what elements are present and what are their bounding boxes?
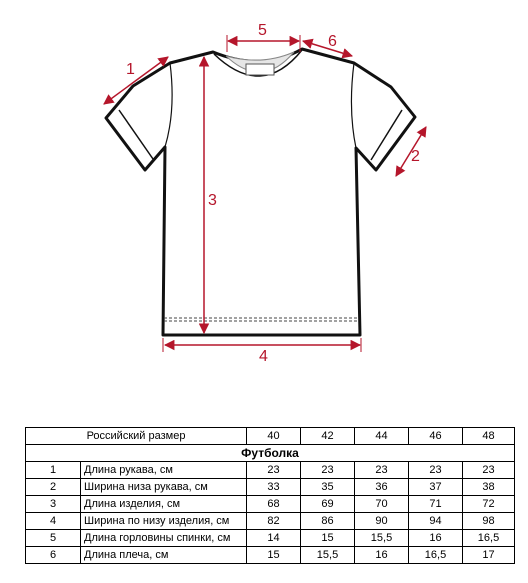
size-header-row [26, 428, 515, 445]
cell-value: 23 [247, 462, 301, 479]
cell-value: 16,5 [409, 547, 463, 564]
size-44: 44 [355, 428, 409, 445]
row-name: Длина плеча, см [81, 547, 247, 564]
table-row [26, 479, 515, 496]
dimension-label-5: 5 [258, 22, 267, 39]
cell-value: 23 [463, 462, 515, 479]
cell-value: 15 [301, 530, 355, 547]
cell-value: 35 [301, 479, 355, 496]
table-row [26, 462, 515, 479]
cell-value: 16,5 [463, 530, 515, 547]
cell-value: 23 [355, 462, 409, 479]
cell-value: 15,5 [355, 530, 409, 547]
dimension-label-4: 4 [259, 348, 268, 365]
table-row [26, 530, 515, 547]
dimension-label-1: 1 [126, 61, 135, 78]
product-title: Футболка [26, 445, 515, 462]
product-title-row [26, 445, 515, 462]
size-40: 40 [247, 428, 301, 445]
cell-value: 23 [301, 462, 355, 479]
dimension-label-6: 6 [328, 33, 337, 50]
row-number: 3 [26, 496, 81, 513]
cell-value: 37 [409, 479, 463, 496]
table-row [26, 496, 515, 513]
table-row [26, 547, 515, 564]
row-name: Ширина по низу изделия, см [81, 513, 247, 530]
dimension-label-2: 2 [411, 148, 420, 165]
cell-value: 69 [301, 496, 355, 513]
cell-value: 94 [409, 513, 463, 530]
cell-value: 86 [301, 513, 355, 530]
row-number: 1 [26, 462, 81, 479]
size-tag [246, 64, 274, 75]
row-number: 5 [26, 530, 81, 547]
cell-value: 16 [355, 547, 409, 564]
cell-value: 33 [247, 479, 301, 496]
size-42: 42 [301, 428, 355, 445]
cell-value: 70 [355, 496, 409, 513]
row-name: Ширина низа рукава, см [81, 479, 247, 496]
cell-value: 90 [355, 513, 409, 530]
cell-value: 15,5 [301, 547, 355, 564]
cell-value: 72 [463, 496, 515, 513]
row-number: 4 [26, 513, 81, 530]
cell-value: 14 [247, 530, 301, 547]
dimension-label-3: 3 [208, 192, 217, 209]
size-chart-table [25, 427, 515, 564]
size-48: 48 [463, 428, 515, 445]
row-name: Длина изделия, см [81, 496, 247, 513]
row-number: 2 [26, 479, 81, 496]
cell-value: 68 [247, 496, 301, 513]
tshirt-outline [106, 49, 415, 335]
size-header-label: Российский размер [26, 428, 247, 445]
cell-value: 36 [355, 479, 409, 496]
cell-value: 38 [463, 479, 515, 496]
cell-value: 71 [409, 496, 463, 513]
row-name: Длина рукава, см [81, 462, 247, 479]
cell-value: 23 [409, 462, 463, 479]
cell-value: 17 [463, 547, 515, 564]
cell-value: 16 [409, 530, 463, 547]
row-name: Длина горловины спинки, см [81, 530, 247, 547]
cell-value: 98 [463, 513, 515, 530]
cell-value: 15 [247, 547, 301, 564]
cell-value: 82 [247, 513, 301, 530]
size-46: 46 [409, 428, 463, 445]
row-number: 6 [26, 547, 81, 564]
table-row [26, 513, 515, 530]
